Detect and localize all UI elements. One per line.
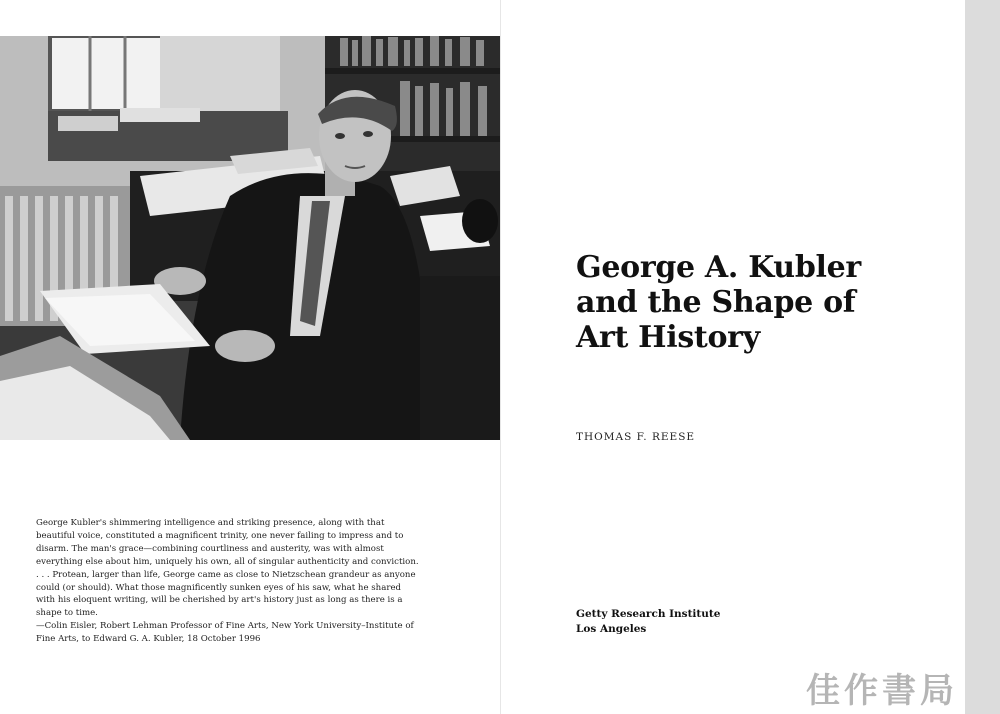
title-line-2: and the Shape of xyxy=(576,285,856,320)
background-strip xyxy=(965,0,1000,714)
author-portrait-photo xyxy=(0,36,500,440)
epigraph-quote xyxy=(36,517,422,646)
book-title xyxy=(576,250,946,355)
author-name: THOMAS F. REESE xyxy=(576,431,696,443)
watermark-text: 佳作書局 xyxy=(806,671,958,711)
quote-attribution: —Colin Eisler, Robert Lehman Professor of Fine Arts, New York University–Institute of Fine Arts, to Edward G. A. Kubler, 18 October 1996 xyxy=(36,621,414,645)
title-line-3: Art History xyxy=(576,320,760,355)
portrait-illustration xyxy=(0,36,500,440)
publisher-city: Los Angeles xyxy=(576,623,647,635)
title-line-1: George A. Kubler xyxy=(576,250,861,285)
publisher-imprint xyxy=(576,607,720,637)
right-page xyxy=(500,0,966,714)
quote-paragraph: George Kubler's shimmering intelligence and striking presence, along with that beautiful voice, constituted a magnificent trinity, one never failing to impress and to disarm. The man's grace—combining courtliness and austerity, was with almost everything else about him, uniquely his own, all of singular authenticity and conviction. . . . Protean, larger than life, George came as close to Nietzschean grandeur as anyone could (or should). What those magnificently sunken eyes of his saw, what he shared with his eloquent writing, will be cherished by art's history just as long as there is a shape to time. xyxy=(36,518,419,619)
publisher-name: Getty Research Institute xyxy=(576,608,721,620)
